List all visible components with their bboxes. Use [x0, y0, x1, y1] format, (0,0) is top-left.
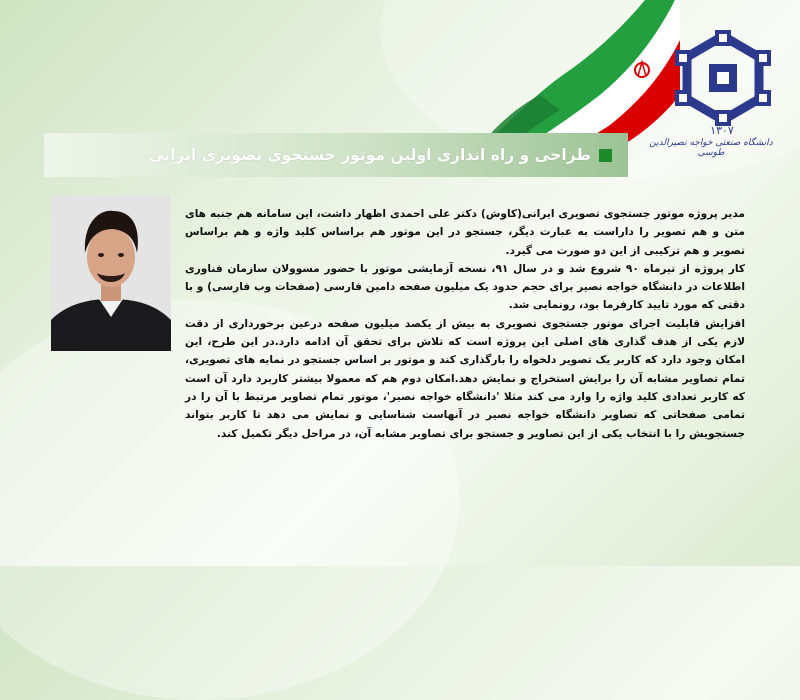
article-body — [185, 205, 745, 443]
logo-caption: دانشگاه صنعتی خواجه نصیرالدین طوسی — [649, 138, 773, 158]
page-title: طراحی و راه اندازی اولین موتور جستجوی تصویری ایرانی — [148, 146, 591, 164]
title-bar — [44, 133, 628, 177]
title-bullet-icon — [599, 149, 612, 162]
paragraph-2: کار پروژه از تیرماه ۹۰ شروع شد و در سال ۹۱، نسخه آزمایشی موتور با حضور مسوولان سازمان فناوری اطلاعات در دانشگاه خواجه نصیر برای حجم حدود یک میلیون صفحه دامین فارسی (صفحات وب فارسی) و با دقتی که مورد تایید کارفرما بود، رونمایی شد. — [185, 262, 745, 312]
logo-year: ۱۳۰۷ — [710, 124, 734, 137]
paragraph-3: افزایش قابلیت اجرای موتور جستجوی تصویری به بیش از یکصد میلیون صفحه درعین برخورداری از دقت لازم یکی از هدف گذاری های اصلی این پروژه است که تلاش برای تحقق آن ادامه دارد.در این طرح، این امکان وجود دارد که کاربر یک تصویر دلخواه را بارگذاری کند و موتور بر اساس جستجو در نمایه های تصویری، تمام تصاویر مشابه آن را برایش استخراج و نمایش دهد.امکان دوم هم که معمولا بیشتر کاربرد دارد آن است که کاربر تعدادی کلید واژه را وارد می کند مثلا 'دانشگاه خواجه نصیر'، موتور تمام تصاویر مرتبط با آن را در تمامی صفحاتی که تصاویر دانشگاه خواجه نصیر در آنهاست شناسایی و نمایش می دهد تا کاربر بتواند جستجویش را با انتخاب یکی از این تصاویر و جستجو برای تصاویر مشابه آن، در مراحل دیگر تکمیل کند. — [185, 317, 745, 440]
portrait-photo — [51, 195, 171, 351]
paragraph-1: مدیر پروژه موتور جستجوی تصویری ایرانی(کاوش) دکتر علی احمدی اظهار داشت، این سامانه هم جنبه های متن و هم تصویر را داراست به عبارت دیگر، جستجو در این موتور هم براساس کلید واژه و هم براساس تصویر و هم ترکیبی از این دو صورت می گیرد. — [185, 208, 745, 257]
kntu-logo-icon — [675, 30, 771, 126]
